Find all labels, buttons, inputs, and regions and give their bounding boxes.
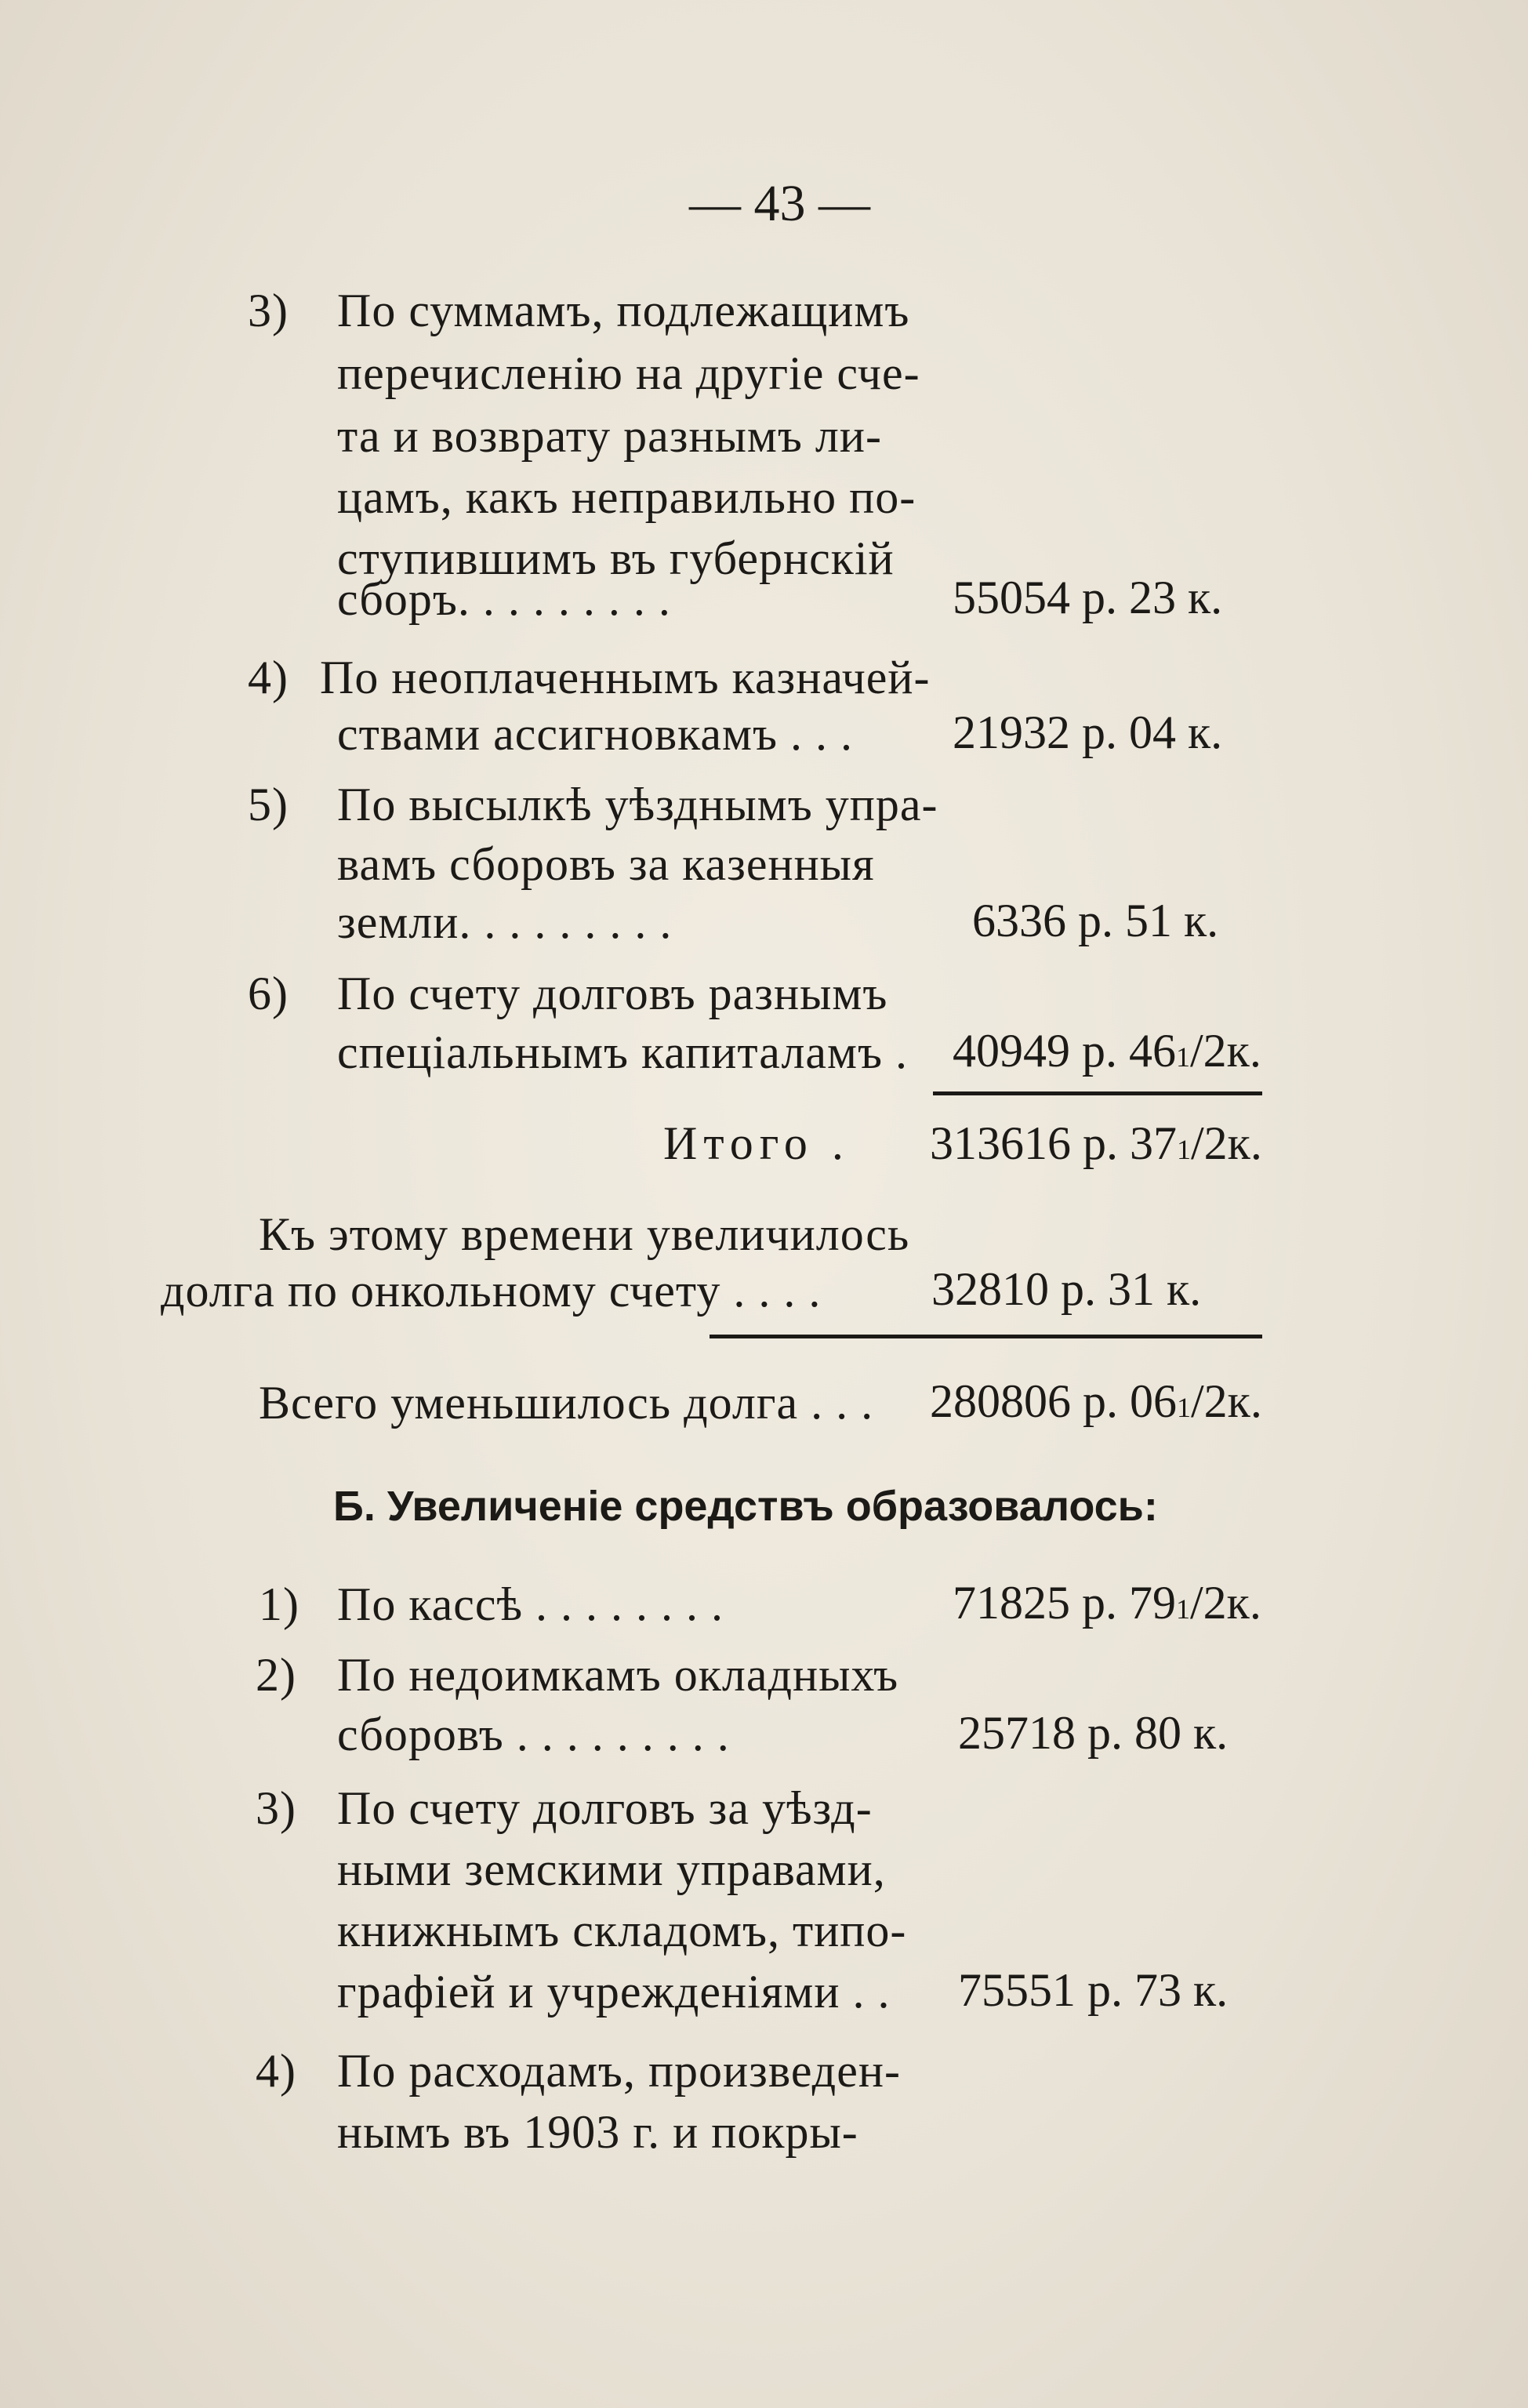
increase-line-1: Къ этому времени увеличилось (259, 1208, 910, 1260)
item-a3-line-2: перечисленію на другіе сче- (337, 347, 920, 399)
sum-rule-1 (933, 1091, 1262, 1095)
item-a6-line-2: спеціальнымъ капиталамъ . (337, 1026, 909, 1078)
total-label: Итого . (663, 1117, 850, 1169)
item-b2-number: 2) (256, 1649, 296, 1701)
item-a5-number: 5) (248, 779, 289, 830)
item-a3-line-1: По суммамъ, подлежащимъ (337, 285, 910, 336)
item-a6-number: 6) (248, 968, 289, 1019)
item-a3-line-3: та и возврату разнымъ ли- (337, 410, 882, 462)
page-number: — 43 — (689, 175, 870, 232)
item-b1-number: 1) (259, 1578, 299, 1630)
item-a4-line-2: ствами ассигновкамъ . . . (337, 708, 854, 760)
item-b1-line-1: По кассѣ . . . . . . . . (337, 1578, 724, 1630)
item-b3-amount: 75551 р. 73 к. (958, 1964, 1229, 2016)
item-a3-number: 3) (248, 285, 289, 336)
increase-amount: 32810 р. 31 к. (931, 1263, 1202, 1315)
item-b1-amount: 71825 р. $79^1/2к$. (953, 1577, 1261, 1629)
item-b2-amount: 25718 р. 80 к. (958, 1707, 1229, 1759)
item-b4-number: 4) (256, 2045, 296, 2097)
increase-line-2: долга по онкольному счету . . . . (161, 1265, 822, 1317)
sum-rule-2 (710, 1335, 1262, 1338)
item-a3-line-4: цамъ, какъ неправильно по- (337, 471, 916, 523)
total-amount: 313616 р. $37^1/2к$. (930, 1117, 1262, 1169)
section-b-heading: Б. Увеличеніе средствъ образовалось: (333, 1483, 1158, 1530)
item-b3-line-4: графіей и учрежденіями . . (337, 1966, 891, 2018)
item-b4-line-2: нымъ въ 1903 г. и покры- (337, 2106, 858, 2158)
item-b2-line-2: сборовъ . . . . . . . . . (337, 1709, 730, 1760)
item-b3-line-2: ными земскими управами, (337, 1843, 886, 1895)
item-a3-line-5: ступившимъ въ губернскій (337, 532, 895, 584)
item-a3-line-6: сборъ. . . . . . . . . (337, 573, 671, 625)
net-label: Всего уменьшилось долга . . . (259, 1377, 874, 1429)
item-b2-line-1: По недоимкамъ окладныхъ (337, 1649, 899, 1701)
item-b3-number: 3) (256, 1782, 296, 1834)
item-a5-line-3: земли. . . . . . . . . (337, 896, 673, 948)
item-b3-line-3: книжнымъ складомъ, типо- (337, 1905, 907, 1956)
item-a3-amount: 55054 р. 23 к. (953, 572, 1223, 623)
item-a5-amount: 6336 р. 51 к. (972, 895, 1219, 946)
item-a5-line-2: вамъ сборовъ за казенныя (337, 838, 875, 890)
item-a4-line-1: По неоплаченнымъ казначей- (320, 652, 931, 703)
item-a6-line-1: По счету долговъ разнымъ (337, 968, 888, 1019)
item-b3-line-1: По счету долговъ за уѣзд- (337, 1782, 873, 1834)
item-b4-line-1: По расходамъ, произведен- (337, 2045, 901, 2097)
item-a5-line-1: По высылкѣ уѣзднымъ упра- (337, 779, 938, 830)
item-a4-amount: 21932 р. 04 к. (953, 706, 1223, 758)
item-a6-amount: 40949 р. $46^1/2к$. (953, 1025, 1261, 1077)
item-a4-number: 4) (248, 652, 289, 703)
net-amount: 280806 р. $06^1/2к$. (930, 1375, 1262, 1427)
